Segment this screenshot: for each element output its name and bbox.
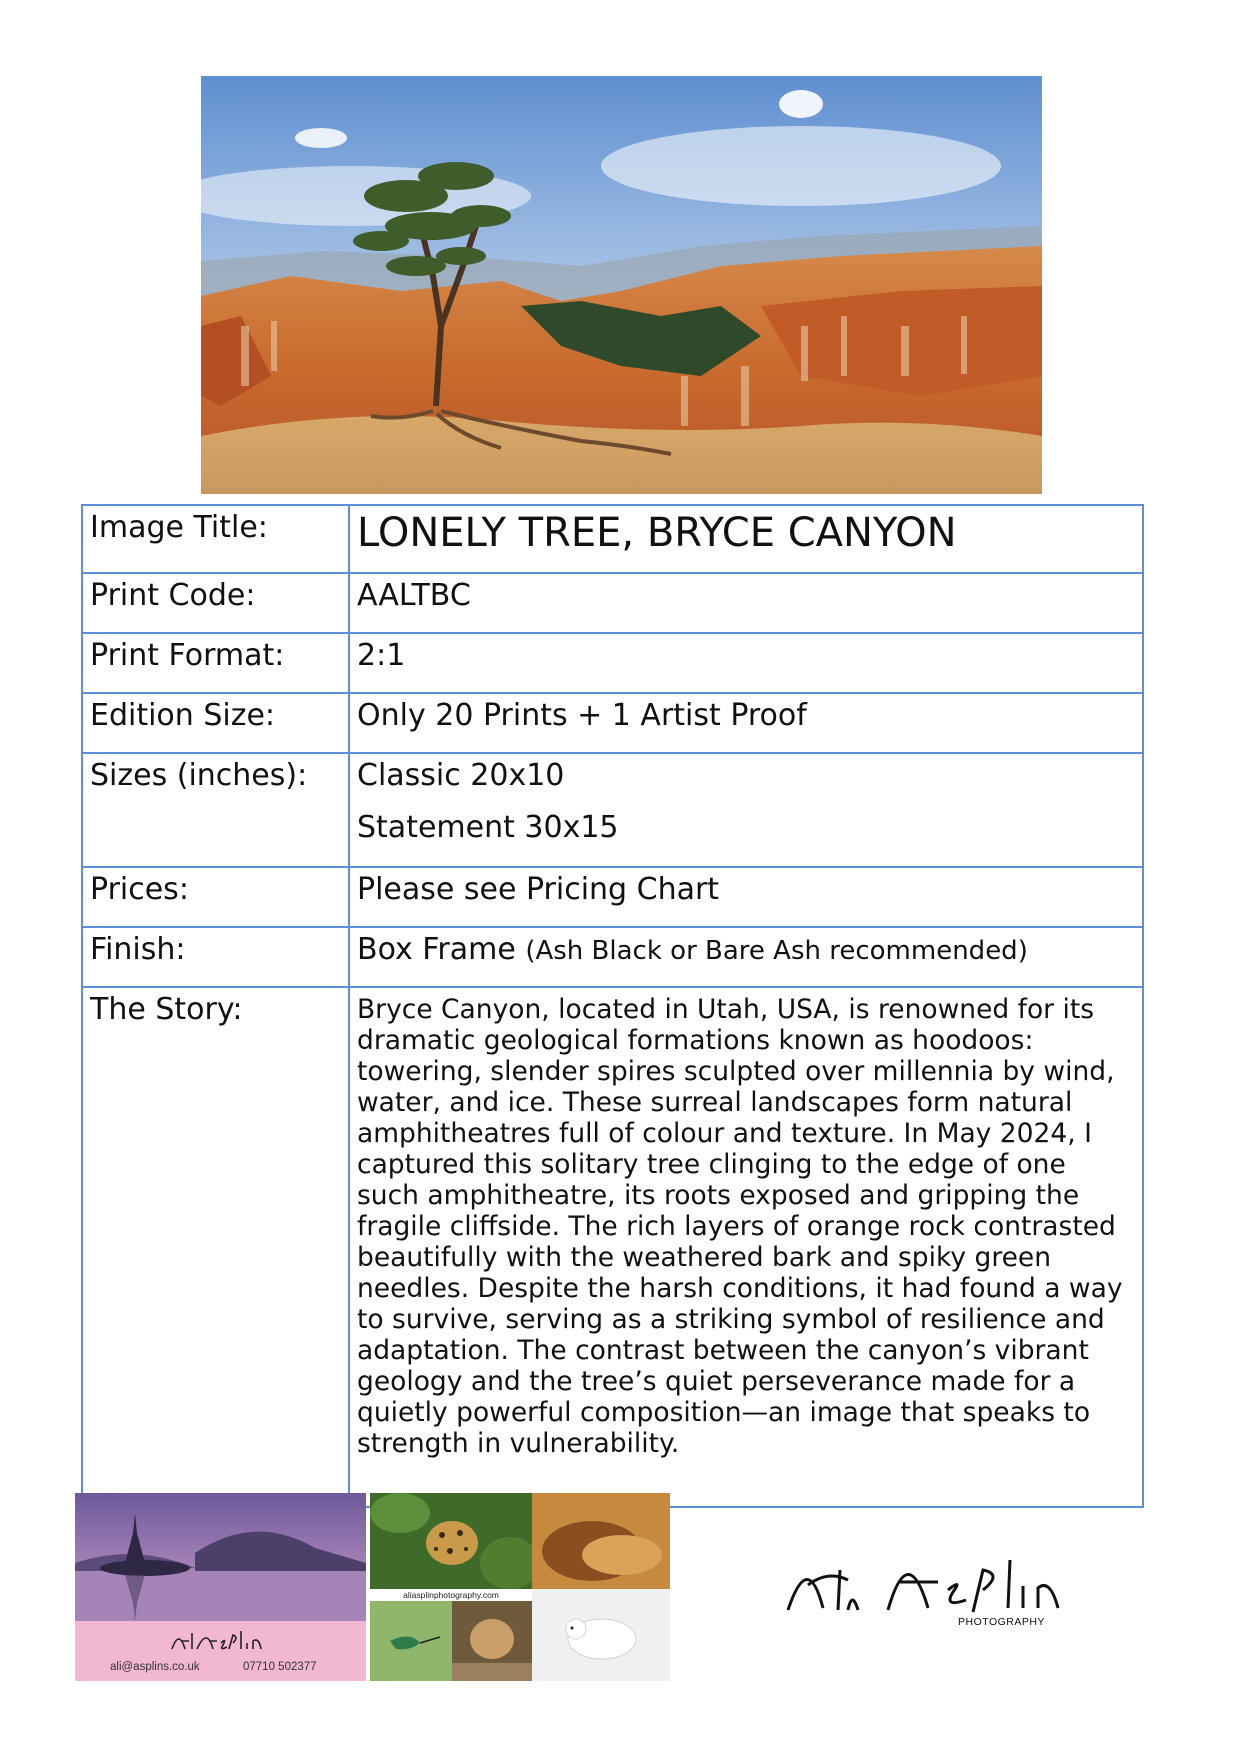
print-code-label: Print Code: — [82, 573, 349, 633]
business-card-phone: 07710 502377 — [243, 1661, 317, 1673]
signature-subtitle: PHOTOGRAPHY — [958, 1616, 1045, 1628]
edition-size-value: Only 20 Prints + 1 Artist Proof — [349, 693, 1143, 753]
polar-bear-image — [532, 1589, 670, 1681]
print-format-label: Print Format: — [82, 633, 349, 693]
size-statement: Statement 30x15 — [357, 810, 619, 845]
business-card-contact-strip — [75, 1621, 366, 1681]
size-classic: Classic 20x10 — [357, 758, 565, 793]
signature-logo-small — [167, 1623, 277, 1657]
finish-main: Box Frame — [357, 932, 516, 967]
title-label: Image Title: — [82, 505, 349, 573]
hero-photo — [201, 76, 1042, 494]
image-title: LONELY TREE, BRYCE CANYON — [349, 505, 1143, 573]
lion-cub-image — [452, 1601, 532, 1681]
finish-value — [349, 927, 1143, 987]
print-details-table — [81, 504, 1144, 1508]
print-format-value: 2:1 — [349, 633, 1143, 693]
bryce-canyon-photo — [201, 76, 1042, 494]
jaguar-image — [370, 1493, 532, 1589]
finish-note: (Ash Black or Bare Ash recommended) — [525, 936, 1028, 966]
lion-photo — [532, 1493, 670, 1589]
lion-cub-photo — [452, 1601, 532, 1681]
story-row — [82, 987, 1143, 1507]
hummingbird-image — [370, 1601, 452, 1681]
prices-label: Prices: — [82, 867, 349, 927]
print-format-row — [82, 633, 1143, 693]
story-label: The Story: — [82, 987, 349, 1507]
lion-image — [532, 1493, 670, 1589]
edition-size-row — [82, 693, 1143, 753]
business-card-email: ali@asplins.co.uk — [110, 1661, 200, 1673]
print-code-value: AALTBC — [349, 573, 1143, 633]
ali-asplin-signature — [778, 1530, 1068, 1630]
website-caption: aliasplinphotography.com — [370, 1589, 532, 1601]
jaguar-photo — [370, 1493, 532, 1589]
prices-row — [82, 867, 1143, 927]
finish-row — [82, 927, 1143, 987]
story-text: Bryce Canyon, located in Utah, USA, is renowned for its dramatic geological formations known as hoodoos: towering, slender spires sculpted over millennia by wind, water, and ice. These surreal landscapes form natural amphitheatres full of colour and texture. In May 2024, I captured this solitary tree clinging to the edge of one such amphitheatre, its roots exposed and gripping the fragile cliffside. The rich layers of orange rock contrasted beautifully with the weathered bark and spiky green needles. Despite the harsh conditions, it had found a way to survive, serving as a striking symbol of resilience and adaptation. The contrast between the canyon’s vibrant geology and the tree’s quiet perseverance made for a quietly powerful composition—an image that speaks to strength in vulnerability. — [349, 987, 1143, 1507]
title-row — [82, 505, 1143, 573]
prices-value: Please see Pricing Chart — [349, 867, 1143, 927]
print-code-row — [82, 573, 1143, 633]
finish-label: Finish: — [82, 927, 349, 987]
sizes-label: Sizes (inches): — [82, 753, 349, 867]
sizes-row — [82, 753, 1143, 867]
hummingbird-photo — [370, 1601, 452, 1681]
polar-bear-photo — [532, 1589, 670, 1681]
edition-size-label: Edition Size: — [82, 693, 349, 753]
signature-logo — [778, 1530, 1068, 1630]
sizes-value — [349, 753, 1143, 867]
